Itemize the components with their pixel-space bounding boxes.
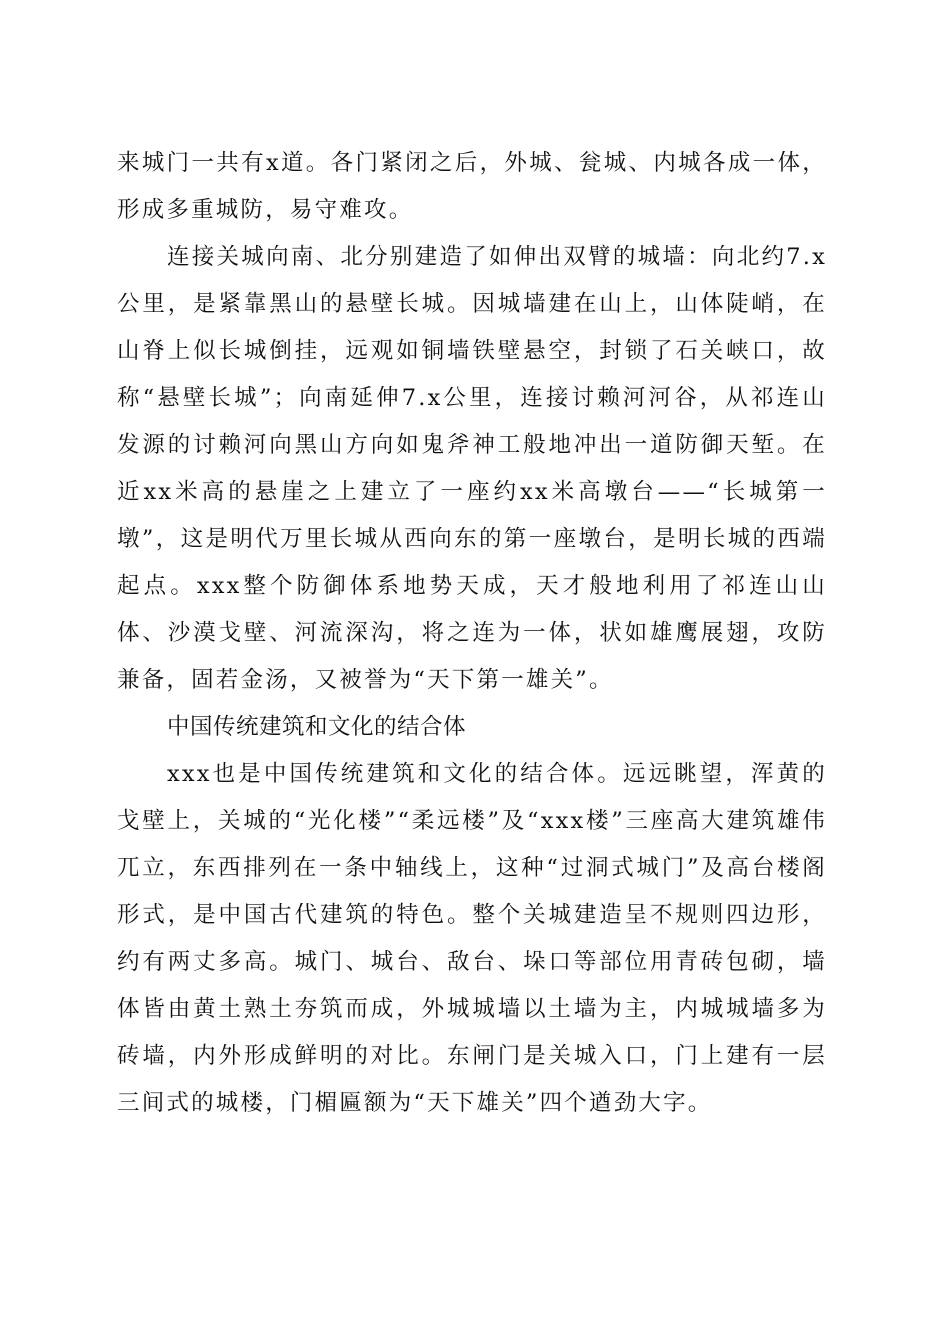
- section-heading: 中国传统建筑和文化的结合体: [167, 714, 467, 740]
- paragraph-architecture: xxx也是中国传统建筑和文化的结合体。远远眺望，浑黄的戈壁上，关城的“光化楼”“柔远楼”及“xxx楼”三座高大建筑雄伟兀立，东西排列在一条中轴线上，这种“过洞式城门”及高台楼阁形式，是中国古代建筑的特色。整个关城建造呈不规则四边形，约有两丈多高。城门、城台、敌台、垛口等部位用青砖包砌，墙体皆由黄土熟土夯筑而成，外城城墙以土墙为主，内城城墙多为砖墙，内外形成鲜明的对比。东闸门是关城入口，门上建有一层三间式的城楼，门楣匾额为“天下雄关”四个遒劲大字。: [117, 761, 827, 1116]
- paragraph-continuation: 来城门一共有x道。各门紧闭之后，外城、瓮城、内城各成一体，形成多重城防，易守难攻。: [117, 150, 827, 223]
- document-body: [117, 140, 827, 1127]
- paragraph-great-wall-defense: 连接关城向南、北分别建造了如伸出双臂的城墙：向北约7.x公里，是紧靠黑山的悬壁长城。因城墙建在山上，山体陡峭，在山脊上似长城倒挂，远观如铜墙铁壁悬空，封锁了石关峡口，故称“悬壁长城”；向南延伸7.x公里，连接讨赖河河谷，从祁连山发源的讨赖河向黑山方向如鬼斧神工般地冲出一道防御天堑。在近xx米高的悬崖之上建立了一座约xx米高墩台——“长城第一墩”，这是明代万里长城从西向东的第一座墩台，是明长城的西端起点。xxx整个防御体系地势天成，天才般地利用了祁连山山体、沙漠戈壁、河流深沟，将之连为一体，状如雄鹰展翅，攻防兼备，固若金汤，又被誉为“天下第一雄关”。: [117, 244, 827, 693]
